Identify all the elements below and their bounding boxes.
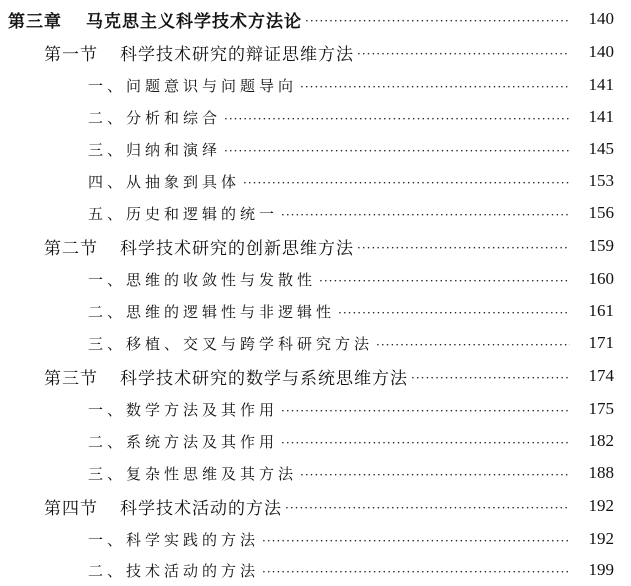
section-number: 第二节 — [44, 238, 98, 259]
page-number: 159 — [588, 236, 614, 255]
dot-leader — [357, 242, 570, 254]
page-number: 188 — [588, 463, 614, 482]
item-title: 二、思维的逻辑性与非逻辑性 — [88, 302, 336, 321]
page-number: 171 — [588, 333, 614, 352]
page-number: 160 — [588, 269, 614, 288]
page-number: 156 — [588, 203, 614, 222]
dot-leader — [262, 566, 570, 578]
toc-entry-title — [0, 494, 282, 519]
dot-leader — [305, 15, 570, 27]
section-title: 科学技术研究的创新思维方法 — [120, 238, 354, 259]
dot-leader — [224, 113, 570, 125]
dot-leader — [262, 535, 570, 547]
page-number: 192 — [588, 529, 614, 548]
dot-leader — [281, 405, 570, 417]
dot-leader — [338, 307, 570, 319]
section-number: 第一节 — [44, 44, 98, 65]
item-title: 一、数学方法及其作用 — [88, 400, 279, 419]
section-title: 科学技术研究的数学与系统思维方法 — [120, 368, 408, 389]
toc-item[interactable] — [0, 198, 631, 228]
page-number: 199 — [588, 560, 614, 579]
item-title: 三、复杂性思维及其方法 — [88, 464, 298, 483]
item-title: 一、问题意识与问题导向 — [88, 76, 298, 95]
toc-item[interactable] — [0, 524, 631, 554]
dot-leader — [224, 145, 570, 157]
item-title: 二、分析和综合 — [88, 108, 222, 127]
page-number: 140 — [588, 42, 614, 61]
item-title: 一、科学实践的方法 — [88, 530, 260, 549]
chapter-title: 马克思主义科学技术方法论 — [86, 11, 302, 32]
item-title: 五、历史和逻辑的统一 — [88, 204, 279, 223]
page-number: 145 — [588, 139, 614, 158]
toc-item[interactable] — [0, 264, 631, 294]
dot-leader — [319, 275, 570, 287]
page-number: 161 — [588, 301, 614, 320]
section-title: 科学技术活动的方法 — [120, 498, 282, 519]
page-number: 175 — [588, 399, 614, 418]
toc-section-4[interactable] — [0, 491, 631, 521]
section-number: 第三节 — [44, 368, 98, 389]
page-number: 182 — [588, 431, 614, 450]
item-title: 二、系统方法及其作用 — [88, 432, 279, 451]
toc-section-1[interactable] — [0, 37, 631, 67]
chapter-number: 第三章 — [8, 11, 62, 32]
page-number: 140 — [588, 9, 614, 28]
dot-leader — [357, 48, 570, 60]
item-title: 二、技术活动的方法 — [88, 561, 260, 580]
section-number: 第四节 — [44, 498, 98, 519]
item-title: 三、移植、交叉与跨学科研究方法 — [88, 334, 374, 353]
toc-item[interactable] — [0, 296, 631, 326]
dot-leader — [285, 502, 570, 514]
item-title: 一、思维的收敛性与发散性 — [88, 270, 317, 289]
page-number: 153 — [588, 171, 614, 190]
toc-chapter-3[interactable] — [0, 4, 631, 34]
page-number: 141 — [588, 107, 614, 126]
toc-entry-title — [0, 7, 302, 32]
section-title: 科学技术研究的辩证思维方法 — [120, 44, 354, 65]
page-number: 192 — [588, 496, 614, 515]
item-title: 四、从抽象到具体 — [88, 172, 241, 191]
dot-leader — [300, 469, 570, 481]
toc-item[interactable] — [0, 134, 631, 164]
toc-item[interactable] — [0, 328, 631, 358]
toc-item[interactable] — [0, 458, 631, 488]
dot-leader — [281, 209, 570, 221]
dot-leader — [376, 339, 570, 351]
toc-entry-title — [0, 234, 354, 259]
item-title: 三、归纳和演绎 — [88, 140, 222, 159]
toc-item[interactable] — [0, 102, 631, 132]
toc-entry-title — [0, 40, 354, 65]
dot-leader — [300, 81, 570, 93]
dot-leader — [411, 372, 570, 384]
dot-leader — [243, 177, 570, 189]
toc-item[interactable] — [0, 70, 631, 100]
toc-section-3[interactable] — [0, 361, 631, 391]
dot-leader — [281, 437, 570, 449]
toc-item[interactable] — [0, 394, 631, 424]
toc-entry-title — [0, 364, 408, 389]
toc-item[interactable] — [0, 555, 631, 585]
page-number: 174 — [588, 366, 614, 385]
toc-section-2[interactable] — [0, 231, 631, 261]
page-number: 141 — [588, 75, 614, 94]
toc-item[interactable] — [0, 426, 631, 456]
toc-item[interactable] — [0, 166, 631, 196]
